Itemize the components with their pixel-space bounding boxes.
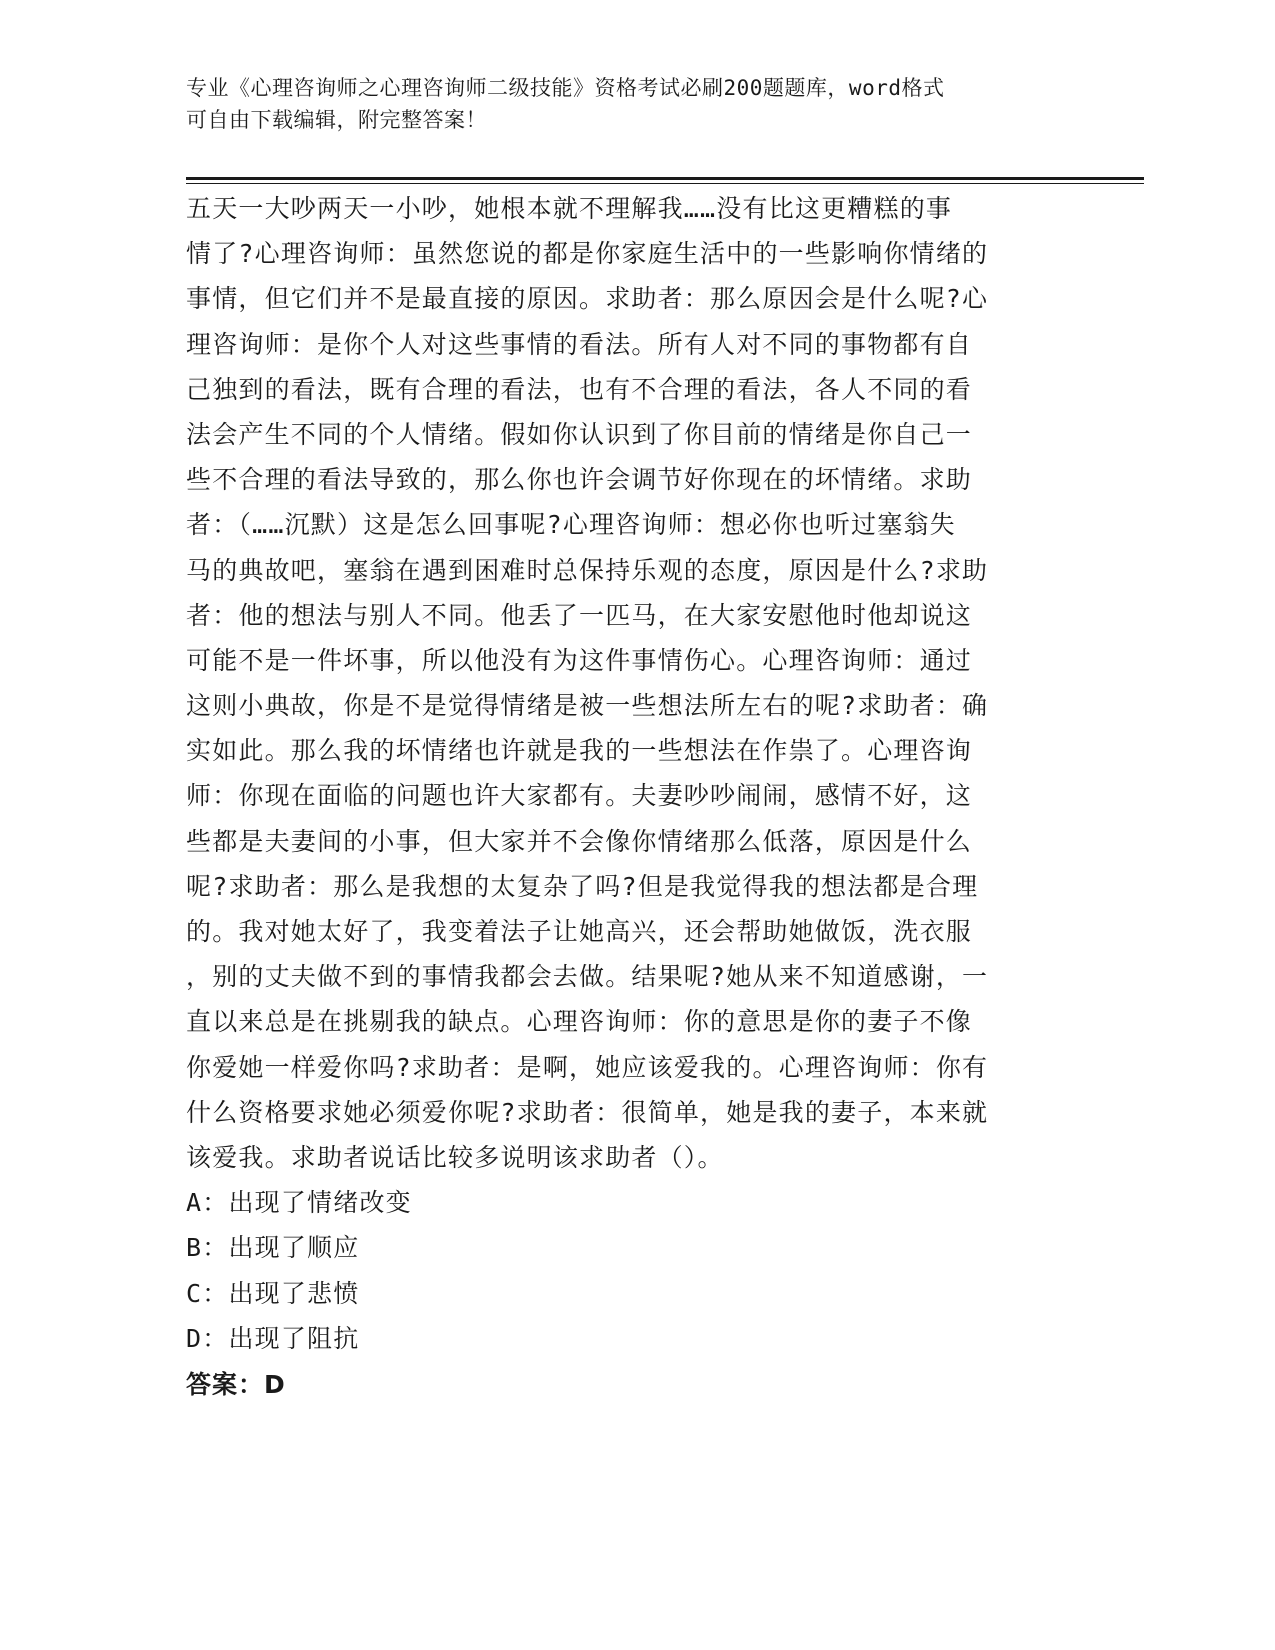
question-line: 该爱我。求助者说话比较多说明该求助者（）。 [186,1142,724,1172]
question-line: 的。我对她太好了，我变着法子让她高兴，还会帮助她做饭，洗衣服 [186,917,973,946]
question-line: 者：他的想法与别人不同。他丢了一匹马，在大家安慰他时他却说这 [186,600,973,630]
document-header [186,72,1066,136]
answer-key: 答案：D [186,1369,286,1399]
question-line: 呢?求助者：那么是我想的太复杂了吗?但是我觉得我的想法都是合理 [186,871,979,901]
question-line: 这则小典故，你是不是觉得情绪是被一些想法所左右的呢?求助者：确 [186,691,989,721]
option-d: D：出现了阻抗 [186,1323,360,1353]
header-divider-thick [186,177,1144,180]
question-line: 情了?心理咨询师：虽然您说的都是你家庭生活中的一些影响你情绪的 [186,239,989,269]
question-line: 己独到的看法，既有合理的看法，也有不合理的看法，各人不同的看 [186,374,973,404]
question-line: 事情，但它们并不是最直接的原因。求助者：那么原因会是什么呢?心 [186,284,989,314]
question-line: 师：你现在面临的问题也许大家都有。夫妻吵吵闹闹，感情不好，这 [186,781,973,811]
question-line: 者：（……沉默）这是怎么回事呢?心理咨询师：想必你也听过塞翁失 [186,510,956,540]
question-line: 法会产生不同的个人情绪。假如你认识到了你目前的情绪是你自己一 [186,419,973,449]
question-line: 理咨询师：是你个人对这些事情的看法。所有人对不同的事物都有自 [186,329,973,359]
question-line: 马的典故吧，塞翁在遇到困难时总保持乐观的态度，原因是什么?求助 [186,555,989,585]
answer-options [186,1180,1086,1361]
question-block [186,186,1086,1409]
question-line: 五天一大吵两天一小吵，她根本就不理解我……没有比这更糟糕的事 [186,194,953,223]
question-stem [186,186,1086,1180]
header-divider-thin [186,183,1144,184]
header-title-line-1: 专业《心理咨询师之心理咨询师二级技能》资格考试必刷200题题库，word格式 [186,76,945,100]
header-title-line-2: 可自由下载编辑，附完整答案！ [186,108,487,132]
question-line: 可能不是一件坏事，所以他没有为这件事情伤心。心理咨询师：通过 [186,645,973,675]
question-line: 些不合理的看法导致的，那么你也许会调节好你现在的坏情绪。求助 [186,465,973,495]
question-line: 些都是夫妻间的小事，但大家并不会像你情绪那么低落，原因是什么 [186,826,973,856]
question-line: 实如此。那么我的坏情绪也许就是我的一些想法在作祟了。心理咨询 [186,736,973,766]
question-line: 直以来总是在挑剔我的缺点。心理咨询师：你的意思是你的妻子不像 [186,1007,973,1037]
option-a: A：出现了情绪改变 [186,1188,412,1218]
option-c: C：出现了悲愤 [186,1278,360,1308]
question-line: 什么资格要求她必须爱你呢?求助者：很简单，她是我的妻子，本来就 [186,1097,989,1127]
question-line: 你爱她一样爱你吗?求助者：是啊，她应该爱我的。心理咨询师：你有 [186,1052,989,1082]
option-b: B：出现了顺应 [186,1233,360,1263]
question-line: ，别的丈夫做不到的事情我都会去做。结果呢?她从来不知道感谢，一 [186,962,989,992]
